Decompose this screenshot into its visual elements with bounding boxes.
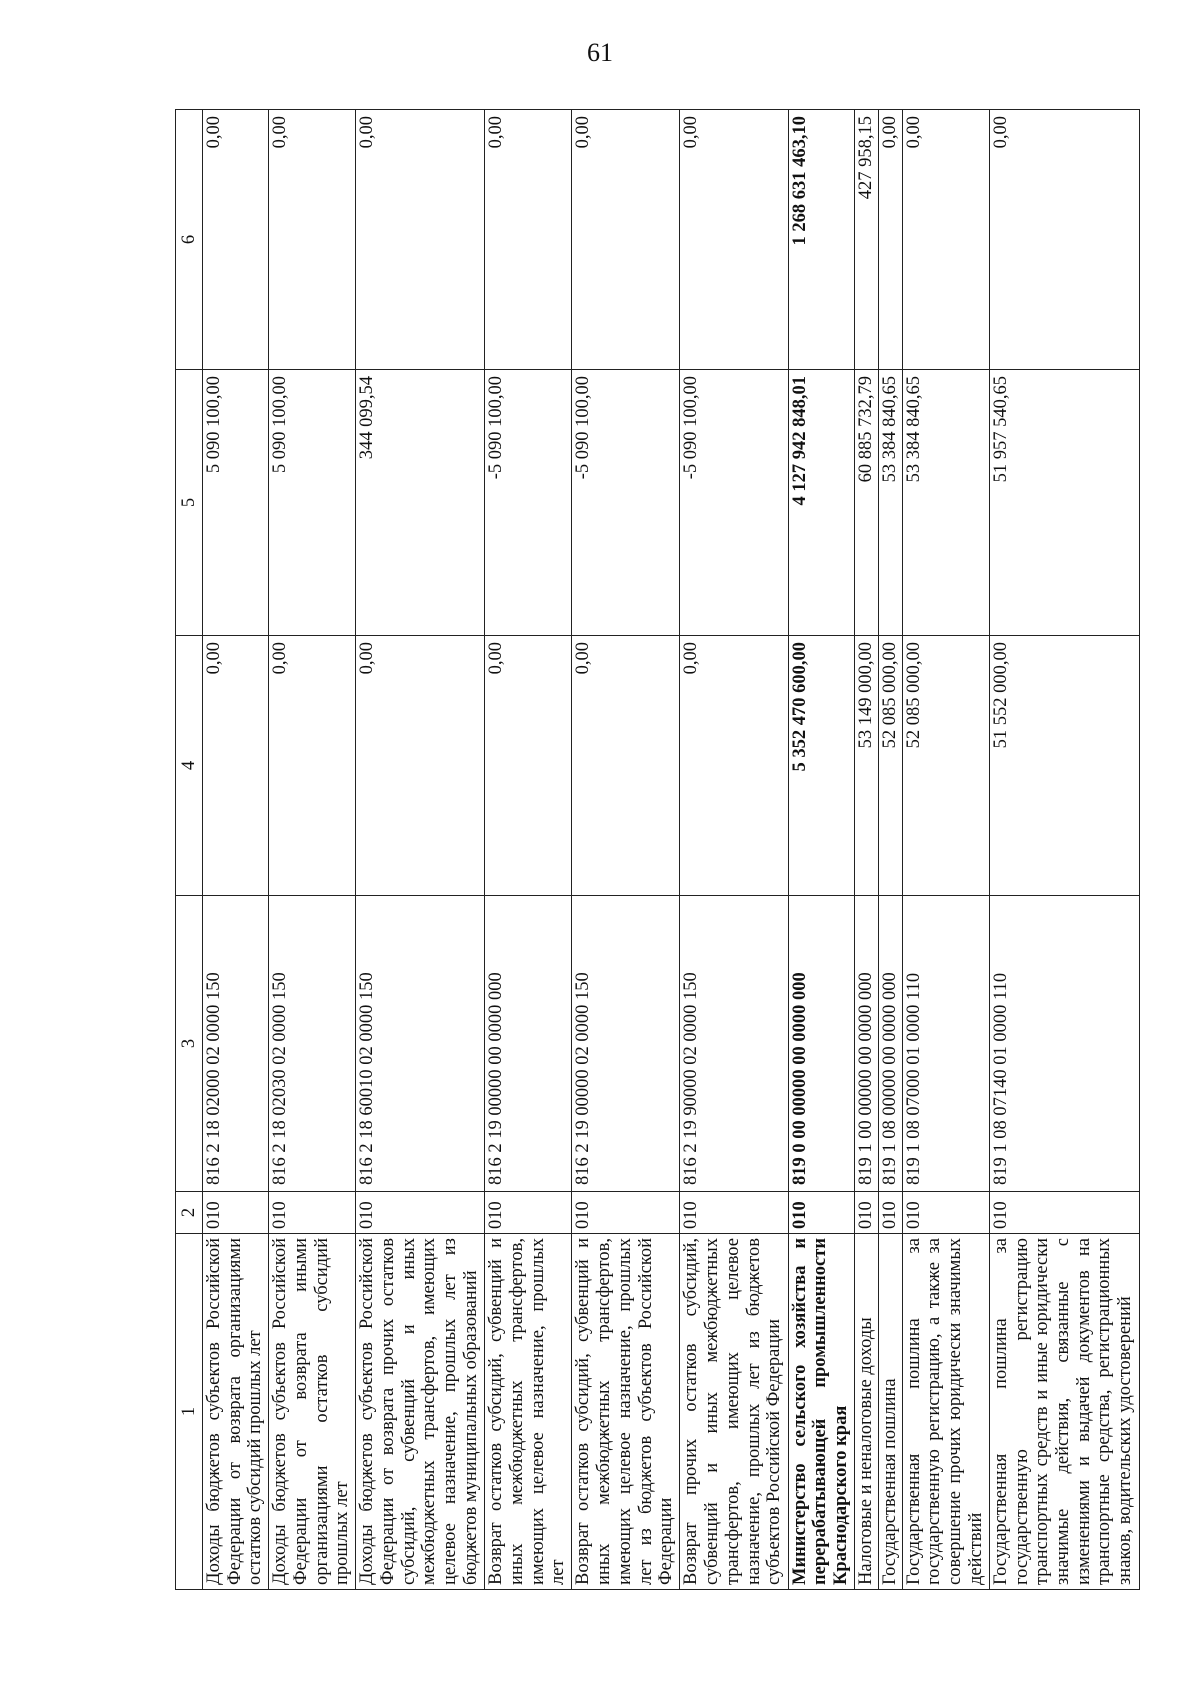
row-group-cell: 010 — [485, 1192, 572, 1234]
row-col6-cell: 0,00 — [356, 110, 485, 370]
row-col4-cell: 0,00 — [572, 636, 680, 896]
table-row — [356, 110, 485, 1590]
rotated-table-container — [175, 110, 1140, 1590]
row-col6-cell: 427 958,15 — [854, 110, 878, 370]
row-col4-cell: 0,00 — [203, 636, 269, 896]
row-code-cell: 816 2 18 02030 02 0000 150 — [269, 896, 356, 1192]
table-row — [854, 110, 878, 1590]
row-name-cell: Доходы бюджетов субъектов Российской Федерации от возврата прочих остатков субсидий, субвенций и иных межбюджетных трансфертов, имеющих целевое назначение, прошлых лет из бюджетов муниципальных образований — [356, 1234, 485, 1590]
row-col5-cell: 5 090 100,00 — [269, 370, 356, 636]
revenue-table — [175, 109, 1140, 1590]
row-col4-cell: 0,00 — [485, 636, 572, 896]
row-group-cell: 010 — [788, 1192, 854, 1234]
row-col4-cell: 51 552 000,00 — [989, 636, 1139, 896]
row-col6-cell: 1 268 631 463,10 — [788, 110, 854, 370]
row-col6-cell: 0,00 — [203, 110, 269, 370]
header-cell: 6 — [176, 110, 203, 370]
row-group-cell: 010 — [989, 1192, 1139, 1234]
row-code-cell: 816 2 19 00000 02 0000 150 — [572, 896, 680, 1192]
row-group-cell: 010 — [356, 1192, 485, 1234]
row-name-cell: Возврат прочих остатков субсидий, субвенций и иных межбюджетных трансфертов, имеющих целевое назначение, прошлых лет из бюджетов субъектов Российской Федерации — [680, 1234, 788, 1590]
row-name-cell: Министерство сельского хозяйства и перерабатывающей промышленности Краснодарского края — [788, 1234, 854, 1590]
row-group-cell: 010 — [269, 1192, 356, 1234]
row-code-cell: 816 2 19 90000 02 0000 150 — [680, 896, 788, 1192]
row-group-cell: 010 — [854, 1192, 878, 1234]
header-cell: 2 — [176, 1192, 203, 1234]
header-row — [176, 110, 203, 1590]
row-col6-cell: 0,00 — [989, 110, 1139, 370]
table-row — [788, 110, 854, 1590]
row-col4-cell: 5 352 470 600,00 — [788, 636, 854, 896]
row-name-cell: Государственная пошлина за государственную регистрацию транспортных средств и иные юридически значимые действия, связанные с изменениями и выдачей документов на транспортные средства, регистрационных знаков, водительских удостоверений — [989, 1234, 1139, 1590]
row-code-cell: 819 1 08 00000 00 0000 000 — [878, 896, 902, 1192]
row-col4-cell: 0,00 — [269, 636, 356, 896]
header-cell: 1 — [176, 1234, 203, 1590]
row-col5-cell: 344 099,54 — [356, 370, 485, 636]
table-row — [989, 110, 1139, 1590]
row-col6-cell: 0,00 — [572, 110, 680, 370]
row-col6-cell: 0,00 — [878, 110, 902, 370]
row-group-cell: 010 — [878, 1192, 902, 1234]
row-col4-cell: 52 085 000,00 — [902, 636, 989, 896]
row-col5-cell: -5 090 100,00 — [485, 370, 572, 636]
row-group-cell: 010 — [203, 1192, 269, 1234]
header-cell: 3 — [176, 896, 203, 1192]
row-name-cell: Возврат остатков субсидий, субвенций и иных межбюджетных трансфертов, имеющих целевое назначение, прошлых лет из бюджетов субъектов Российской Федерации — [572, 1234, 680, 1590]
table-row — [572, 110, 680, 1590]
row-col4-cell: 0,00 — [680, 636, 788, 896]
table-row — [902, 110, 989, 1590]
page-number: 61 — [587, 38, 613, 67]
table-row — [203, 110, 269, 1590]
row-col6-cell: 0,00 — [902, 110, 989, 370]
row-code-cell: 819 1 08 07140 01 0000 110 — [989, 896, 1139, 1192]
row-name-cell: Государственная пошлина за государственную регистрацию, а также за совершение прочих юридически значимых действий — [902, 1234, 989, 1590]
row-code-cell: 819 0 00 00000 00 0000 000 — [788, 896, 854, 1192]
row-group-cell: 010 — [680, 1192, 788, 1234]
table-row — [878, 110, 902, 1590]
row-col4-cell: 53 149 000,00 — [854, 636, 878, 896]
table-row — [485, 110, 572, 1590]
row-name-cell: Возврат остатков субсидий, субвенций и иных межбюджетных трансфертов, имеющих целевое назначение, прошлых лет — [485, 1234, 572, 1590]
row-code-cell: 819 1 08 07000 01 0000 110 — [902, 896, 989, 1192]
row-col4-cell: 0,00 — [356, 636, 485, 896]
row-col5-cell: -5 090 100,00 — [680, 370, 788, 636]
header-cell: 4 — [176, 636, 203, 896]
row-code-cell: 816 2 18 60010 02 0000 150 — [356, 896, 485, 1192]
row-col5-cell: 4 127 942 848,01 — [788, 370, 854, 636]
row-name-cell: Доходы бюджетов субъектов Российской Федерации от возврата иными организациями остатков субсидий прошлых лет — [269, 1234, 356, 1590]
row-col6-cell: 0,00 — [485, 110, 572, 370]
row-col4-cell: 52 085 000,00 — [878, 636, 902, 896]
row-name-cell: Налоговые и неналоговые доходы — [854, 1234, 878, 1590]
row-code-cell: 816 2 19 00000 00 0000 000 — [485, 896, 572, 1192]
row-code-cell: 819 1 00 00000 00 0000 000 — [854, 896, 878, 1192]
row-col5-cell: 53 384 840,65 — [902, 370, 989, 636]
row-group-cell: 010 — [902, 1192, 989, 1234]
row-col5-cell: 53 384 840,65 — [878, 370, 902, 636]
row-col5-cell: 5 090 100,00 — [203, 370, 269, 636]
row-code-cell: 816 2 18 02000 02 0000 150 — [203, 896, 269, 1192]
row-name-cell: Доходы бюджетов субъектов Российской Федерации от возврата организациями остатков субсидий прошлых лет — [203, 1234, 269, 1590]
table-row — [269, 110, 356, 1590]
row-col6-cell: 0,00 — [269, 110, 356, 370]
header-cell: 5 — [176, 370, 203, 636]
row-col5-cell: 60 885 732,79 — [854, 370, 878, 636]
row-name-cell: Государственная пошлина — [878, 1234, 902, 1590]
row-col5-cell: 51 957 540,65 — [989, 370, 1139, 636]
row-col6-cell: 0,00 — [680, 110, 788, 370]
row-group-cell: 010 — [572, 1192, 680, 1234]
table-row — [680, 110, 788, 1590]
row-col5-cell: -5 090 100,00 — [572, 370, 680, 636]
